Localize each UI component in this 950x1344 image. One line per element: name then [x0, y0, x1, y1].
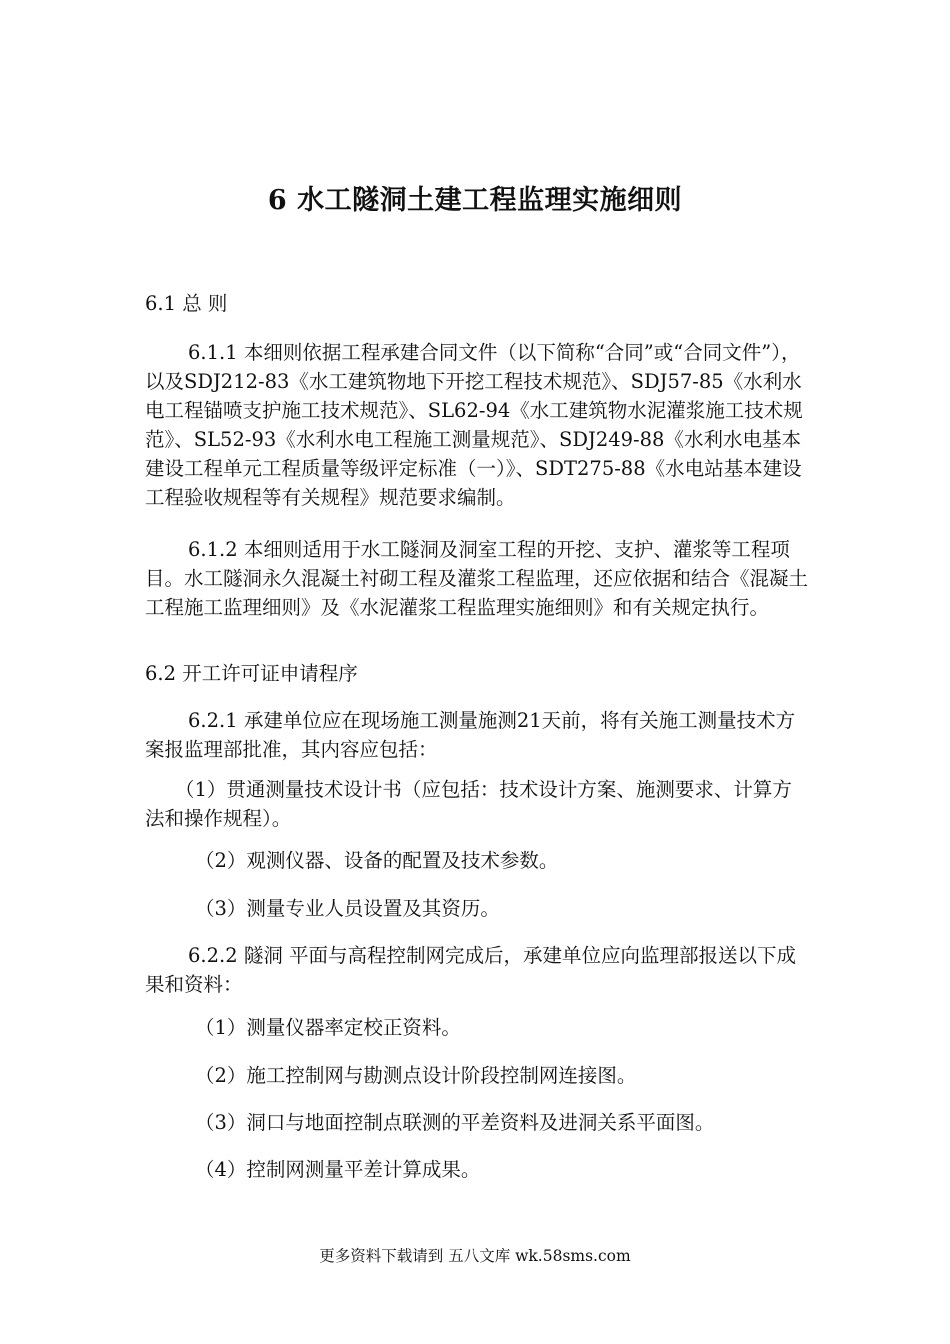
paragraph-6-1-1: 6.1.1 本细则依据工程承建合同文件（以下简称“合同”或“合同文件”），以及SDJ212-83《水工建筑物地下开挖工程技术规范》、SDJ57-85《水利水电工程锚喷支护施工技术规范》、SL62-94《水工建筑物水泥灌浆施工技术规范》、SL52-93《水利水电工程施工测量规范》、SDJ249-88《水利水电基本建设工程单元工程质量等级评定标准（一）》、SDT275-88《水电站基本建设工程验收规程等有关规程》规范要求编制。 — [145, 341, 803, 509]
section-heading-6-2: 6.2 开工许可证申请程序 — [145, 662, 358, 685]
paragraph-6-1-2: 6.1.2 本细则适用于水工隧洞及洞室工程的开挖、支护、灌浆等工程项目。水工隧洞永久混凝土衬砌工程及灌浆工程监理，还应依据和结合《混凝土工程施工监理细则》及《水泥灌浆工程监理实施细则》和有关规定执行。 — [145, 538, 809, 619]
list-item: （1）测量仪器率定校正资料。 — [195, 1016, 461, 1039]
page-title: 6 水工隧洞土建工程监理实施细则 — [267, 185, 683, 216]
list-item: （4）控制网测量平差计算成果。 — [195, 1158, 481, 1181]
paragraph-6-2-2: 6.2.2 隧洞 平面与高程控制网完成后，承建单位应向监理部报送以下成果和资料： — [145, 944, 797, 996]
list-item: （2）观测仪器、设备的配置及技术参数。 — [195, 849, 559, 872]
list-item: （3）测量专业人员设置及其资历。 — [195, 897, 500, 920]
paragraph-6-2-1: 6.2.1 承建单位应在现场施工测量施测21天前，将有关施工测量技术方案报监理部批准，其内容应包括： — [145, 709, 796, 761]
section-heading-6-1: 6.1 总 则 — [145, 292, 228, 315]
footer-text: 更多资料下载请到 五八文库 wk.58sms.com — [319, 1247, 631, 1265]
list-item: （1）贯通测量技术设计书（应包括：技术设计方案、施测要求、计算方法和操作规程）。 — [145, 778, 792, 830]
list-item: （3）洞口与地面控制点联测的平差资料及进洞关系平面图。 — [195, 1111, 715, 1134]
list-item: （2）施工控制网与勘测点设计阶段控制网连接图。 — [195, 1064, 637, 1087]
